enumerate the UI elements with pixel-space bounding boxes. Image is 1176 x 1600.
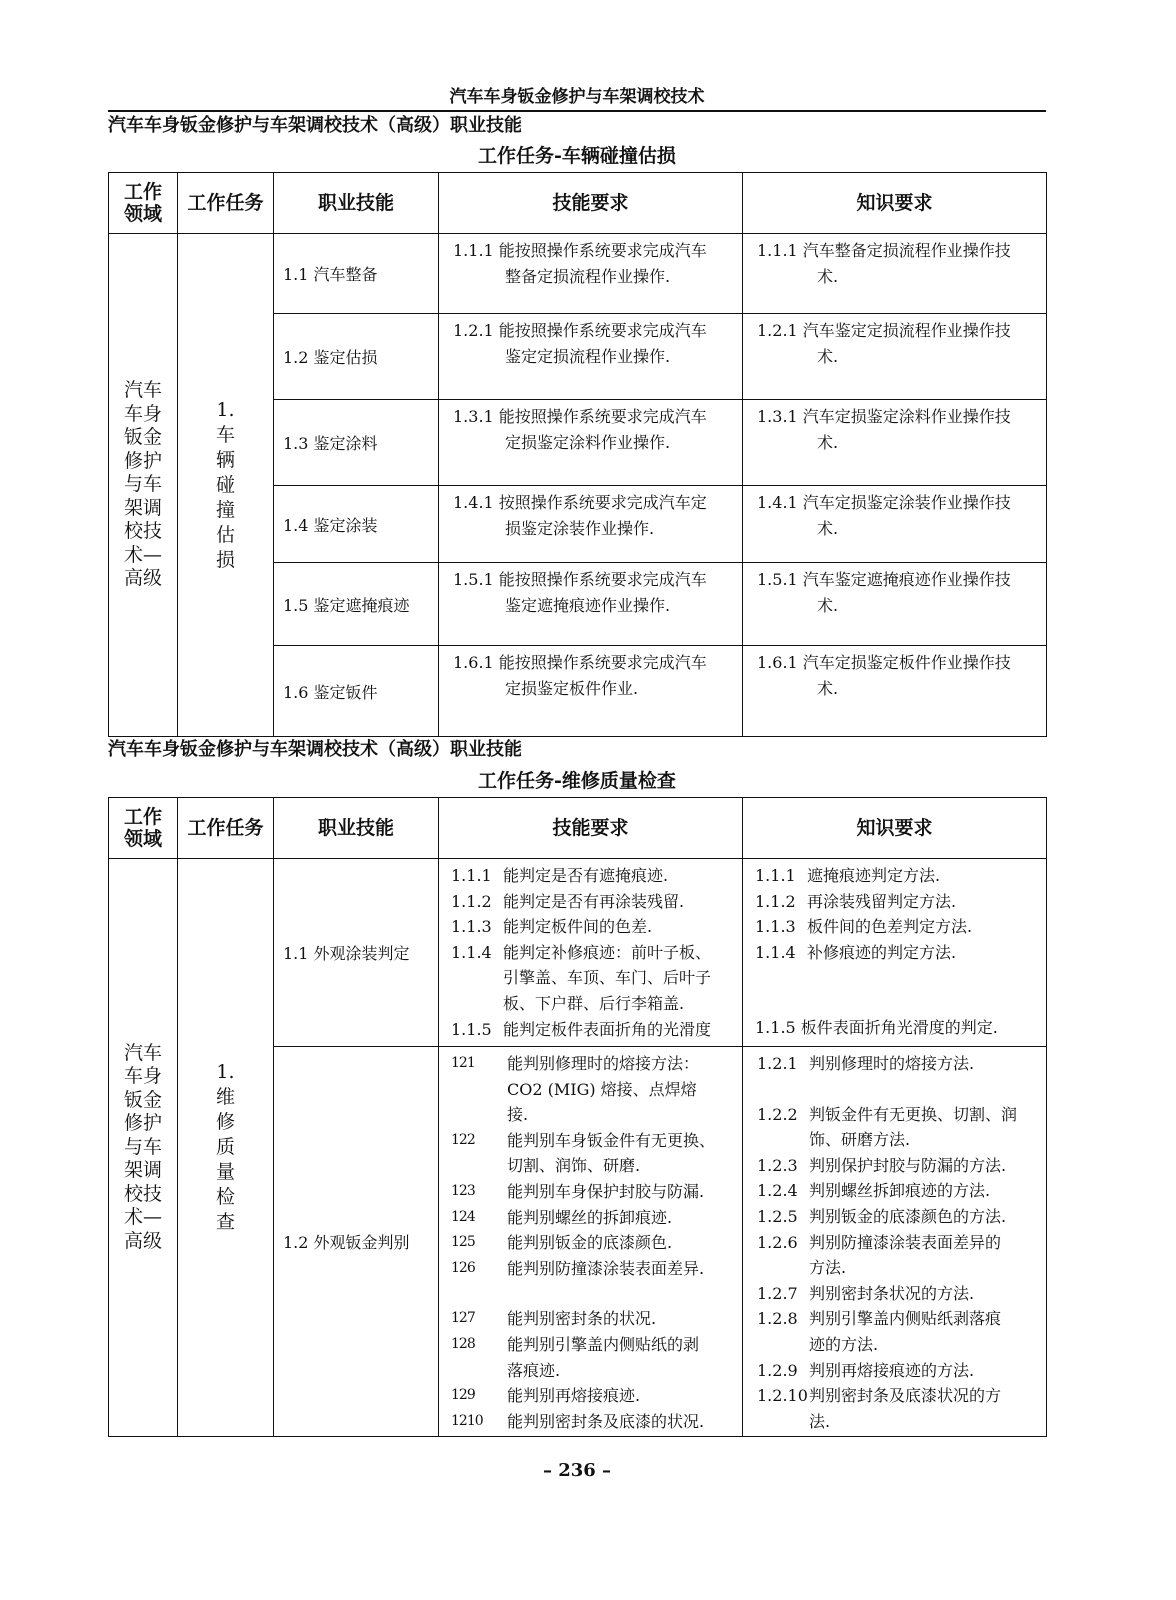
task-number: 1. (216, 1061, 235, 1084)
knowledge-item: 1.1.2 再涂装残留判定方法. (755, 891, 957, 911)
header-cell: 工作领域 (109, 173, 178, 234)
knowledge-item: 饰、研磨方法. (809, 1130, 911, 1150)
knowledge-requirement-cell (743, 563, 1047, 646)
requirement-line: 定损鉴定涂料作业操作. (505, 433, 671, 452)
requirement-item: 125 能判别钣金的底漆颜色. (451, 1233, 673, 1253)
skill-cell: 1.4 鉴定涂装 (274, 486, 439, 563)
skill-cell: 1.1 外观涂装判定 (274, 859, 439, 1047)
knowledge-item: 1.1.4 补修痕迹的判定方法. (755, 942, 957, 962)
section-title: 汽车车身钣金修护与车架调校技术（高级）职业技能 (108, 739, 522, 760)
skill-requirement-list (439, 1047, 743, 1437)
requirement-item: 122 能判别车身钣金件有无更换、 (451, 1130, 716, 1150)
skill-requirement-cell (439, 646, 743, 737)
skill-cell: 1.2 外观钣金判别 (274, 1047, 439, 1437)
page-number: – 236 – (542, 1460, 612, 1481)
knowledge-item: 1.2.7 判别密封条状况的方法. (757, 1283, 975, 1303)
skills-table (108, 797, 1047, 1437)
requirement-item: 123 能判别车身保护封胶与防漏. (451, 1181, 705, 1201)
skill-cell: 1.3 鉴定涂料 (274, 400, 439, 486)
knowledge-line: 1.2.1 汽车鉴定定损流程作业操作技 (757, 321, 1011, 340)
header-cell: 知识要求 (743, 798, 1047, 859)
requirement-item: 落痕迹. (507, 1360, 561, 1380)
knowledge-item: 1.2.8 判别引擎盖内侧贴纸剥落痕 (757, 1309, 1002, 1329)
header-cell: 工作任务 (178, 798, 274, 859)
requirement-item: 1.1.2 能判定是否有再涂装残留. (451, 891, 685, 911)
skills-table (108, 172, 1047, 737)
skill-requirement-cell (439, 234, 743, 314)
header-cell: 技能要求 (439, 173, 743, 234)
requirement-line: 整备定损流程作业操作. (505, 267, 671, 286)
running-header: 汽车车身钣金修护与车架调校技术 (108, 84, 1046, 112)
knowledge-item: 1.2.1 判别修理时的熔接方法. (757, 1054, 975, 1073)
header-cell: 知识要求 (743, 173, 1047, 234)
knowledge-line: 1.3.1 汽车定损鉴定涂料作业操作技 (757, 407, 1011, 426)
knowledge-item: 1.1.5 板件表面折角光滑度的判定. (755, 1018, 998, 1038)
knowledge-line: 术. (817, 267, 839, 286)
header-cell: 工作领域 (109, 798, 178, 859)
requirement-line: 1.3.1 能按照操作系统要求完成汽车 (453, 407, 707, 426)
skill-requirement-cell (439, 314, 743, 400)
knowledge-item: 1.2.6 判别防撞漆涂装表面差异的 (757, 1232, 1002, 1252)
knowledge-item: 方法. (809, 1258, 847, 1278)
requirement-line: 定损鉴定板件作业. (505, 679, 639, 698)
knowledge-line: 术. (817, 596, 839, 615)
skill-requirement-list (439, 859, 743, 1047)
requirement-item: 1.1.4 能判定补修痕迹：前叶子板、 (451, 942, 712, 962)
knowledge-item: 1.2.10 判别密封条及底漆状况的方 (757, 1386, 1002, 1406)
knowledge-requirement-list (743, 1047, 1047, 1437)
requirement-line: 鉴定遮掩痕迹作业操作. (505, 596, 671, 615)
requirement-line: 鉴定定损流程作业操作. (505, 347, 671, 366)
section-subtitle: 工作任务-车辆碰撞估损 (478, 145, 676, 167)
requirement-item: 引擎盖、车顶、车门、后叶子 (503, 968, 712, 988)
requirement-item: 1.1.3 能判定板件间的色差. (451, 917, 653, 937)
header-cell: 工作任务 (178, 173, 274, 234)
requirement-line: 1.2.1 能按照操作系统要求完成汽车 (453, 321, 707, 340)
skill-requirement-cell (439, 400, 743, 486)
skill-cell: 1.5 鉴定遮掩痕迹 (274, 563, 439, 646)
knowledge-item: 1.1.3 板件间的色差判定方法. (755, 917, 973, 937)
requirement-item: 127 能判别密封条的状况. (451, 1309, 657, 1329)
task-number: 1. (216, 398, 235, 421)
knowledge-line: 1.5.1 汽车鉴定遮掩痕迹作业操作技 (757, 570, 1011, 589)
skill-requirement-cell (439, 563, 743, 646)
knowledge-line: 术. (817, 679, 839, 698)
table-row (109, 234, 1047, 314)
requirement-item: 1.1.5 能判定板件表面折角的光滑度 (451, 1019, 712, 1039)
work-task-cell (178, 859, 274, 1437)
knowledge-line: 术. (817, 347, 839, 366)
knowledge-requirement-cell (743, 486, 1047, 563)
requirement-item: 129 能判别再熔接痕迹. (451, 1386, 641, 1406)
knowledge-requirement-cell (743, 400, 1047, 486)
knowledge-line: 1.6.1 汽车定损鉴定板件作业操作技 (757, 653, 1011, 672)
section-subtitle: 工作任务-维修质量检查 (478, 770, 676, 792)
requirement-item: 126 能判别防撞漆涂装表面差异. (451, 1258, 705, 1278)
header-cell: 职业技能 (274, 173, 439, 234)
header-cell: 职业技能 (274, 798, 439, 859)
skill-requirement-cell (439, 486, 743, 563)
requirement-line: 1.4.1 按照操作系统要求完成汽车定 (453, 493, 707, 512)
requirement-item: 128 能判别引擎盖内侧贴纸的剥 (451, 1334, 700, 1354)
requirement-item: 板、下户群、后行李箱盖. (503, 993, 685, 1013)
knowledge-item: 1.2.9 判别再熔接痕迹的方法. (757, 1360, 975, 1380)
knowledge-item: 法. (809, 1411, 831, 1431)
knowledge-item: 1.2.5 判别钣金的底漆颜色的方法. (757, 1206, 1007, 1226)
work-domain-cell: 汽车车身钣金修护与车架调校技术—高级 (109, 859, 178, 1437)
requirement-item: 1.1.1 能判定是否有遮掩痕迹. (451, 866, 669, 885)
table-header-row (109, 798, 1047, 859)
knowledge-requirement-cell (743, 646, 1047, 737)
knowledge-requirement-cell (743, 234, 1047, 314)
task-name: 车辆碰撞估损 (215, 423, 235, 571)
skill-cell: 1.2 鉴定估损 (274, 314, 439, 400)
skill-cell: 1.1 汽车整备 (274, 234, 439, 314)
knowledge-item: 1.2.2 判钣金件有无更换、切割、润 (757, 1104, 1018, 1124)
table-header-row (109, 173, 1047, 234)
requirement-item: 接. (507, 1105, 529, 1125)
knowledge-requirement-list (743, 859, 1047, 1047)
knowledge-line: 1.4.1 汽车定损鉴定涂装作业操作技 (757, 493, 1011, 512)
work-domain-cell: 汽车车身钣金修护与车架调校技术—高级 (109, 234, 178, 737)
requirement-line: 损鉴定涂装作业操作. (505, 519, 655, 538)
skill-cell: 1.6 鉴定钣件 (274, 646, 439, 737)
requirement-item: 121 能判别修理时的熔接方法： (451, 1054, 700, 1073)
table-row (109, 859, 1047, 1047)
knowledge-item: 1.2.3 判别保护封胶与防漏的方法. (757, 1155, 1007, 1175)
requirement-line: 1.5.1 能按照操作系统要求完成汽车 (453, 570, 707, 589)
requirement-line: 1.1.1 能按照操作系统要求完成汽车 (453, 241, 707, 260)
requirement-item: CO2 (MIG) 熔接、点焊熔 (507, 1079, 697, 1099)
requirement-item: 1210 能判别密封条及底漆的状况. (451, 1411, 705, 1431)
task-name: 维修质量检查 (215, 1086, 235, 1234)
requirement-item: 124 能判别螺丝的拆卸痕迹. (451, 1207, 673, 1227)
knowledge-line: 1.1.1 汽车整备定损流程作业操作技 (757, 241, 1011, 260)
header-cell: 技能要求 (439, 798, 743, 859)
requirement-line: 1.6.1 能按照操作系统要求完成汽车 (453, 653, 707, 672)
work-task-cell (178, 234, 274, 737)
knowledge-requirement-cell (743, 314, 1047, 400)
knowledge-line: 术. (817, 519, 839, 538)
knowledge-item: 1.1.1 遮掩痕迹判定方法. (755, 866, 941, 885)
knowledge-line: 术. (817, 433, 839, 452)
section-title: 汽车车身钣金修护与车架调校技术（高级）职业技能 (108, 115, 522, 136)
knowledge-item: 1.2.4 判别螺丝拆卸痕迹的方法. (757, 1181, 991, 1201)
knowledge-item: 迹的方法. (809, 1334, 879, 1354)
requirement-item: 切割、润饰、研磨. (507, 1156, 641, 1176)
